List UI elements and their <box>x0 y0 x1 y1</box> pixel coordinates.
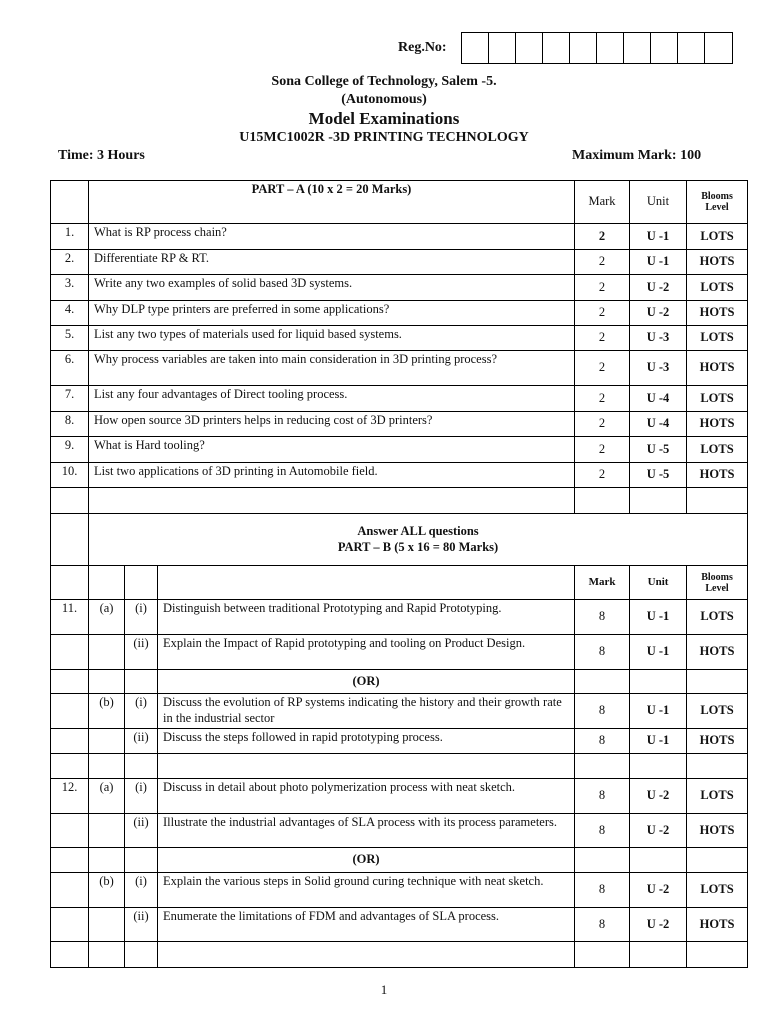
question-level: LOTS <box>687 224 748 250</box>
question-unit: U -2 <box>630 814 687 848</box>
question-level: LOTS <box>687 326 748 351</box>
unit-header: Unit <box>630 181 687 224</box>
question-mark: 8 <box>575 729 630 754</box>
table-row <box>51 729 748 754</box>
table-row <box>51 600 748 635</box>
subsubpart-label: (i) <box>125 600 158 635</box>
question-unit: U -5 <box>630 463 687 488</box>
question-level: LOTS <box>687 694 748 729</box>
question-level: LOTS <box>687 779 748 814</box>
question-unit: U -3 <box>630 351 687 386</box>
question-number: 3. <box>51 275 89 301</box>
question-level: HOTS <box>687 463 748 488</box>
table-row <box>51 437 748 463</box>
table-row <box>51 814 748 848</box>
table-row <box>51 873 748 908</box>
question-level: HOTS <box>687 729 748 754</box>
question-mark: 2 <box>575 326 630 351</box>
question-number: 1. <box>51 224 89 250</box>
college-name: Sona College of Technology, Salem -5. <box>271 74 497 89</box>
blank-row <box>51 488 748 514</box>
question-unit: U -4 <box>630 386 687 412</box>
question-mark: 2 <box>575 437 630 463</box>
question-text: Discuss the evolution of RP systems indicating the history and their growth rate in the industrial sector <box>158 694 575 729</box>
question-text: Illustrate the industrial advantages of SLA process with its process parameters. <box>158 814 575 848</box>
question-unit: U -1 <box>630 224 687 250</box>
blank-row <box>51 754 748 779</box>
question-level: HOTS <box>687 301 748 326</box>
reg-no-box <box>543 33 570 63</box>
question-mark: 8 <box>575 600 630 635</box>
blank-cell <box>51 514 89 566</box>
question-level: HOTS <box>687 635 748 670</box>
question-unit: U -2 <box>630 275 687 301</box>
subsubpart-label: (i) <box>125 873 158 908</box>
unit-header: Unit <box>630 566 687 600</box>
page-number: 1 <box>380 982 388 997</box>
question-number: 12. <box>51 779 89 814</box>
subpart-label: (b) <box>89 694 125 729</box>
question-mark: 8 <box>575 908 630 942</box>
part-a-header-row <box>51 181 748 224</box>
blank-row <box>51 942 748 968</box>
question-level: LOTS <box>687 873 748 908</box>
question-mark: 2 <box>575 351 630 386</box>
or-row <box>51 670 748 694</box>
question-level: HOTS <box>687 908 748 942</box>
question-number: 6. <box>51 351 89 386</box>
reg-no-box <box>651 33 678 63</box>
question-level: LOTS <box>687 275 748 301</box>
answer-all-label: Answer ALL questions <box>357 523 479 538</box>
table-row <box>51 326 748 351</box>
or-label: (OR) <box>158 848 575 873</box>
table-row <box>51 908 748 942</box>
question-mark: 8 <box>575 694 630 729</box>
question-text: Discuss the steps followed in rapid prototyping process. <box>158 729 575 754</box>
question-number: 5. <box>51 326 89 351</box>
question-level: HOTS <box>687 412 748 437</box>
subpart-label: (a) <box>89 779 125 814</box>
question-unit: U -1 <box>630 250 687 275</box>
subsubpart-label: (ii) <box>125 635 158 670</box>
reg-no-label: Reg.No: <box>398 40 447 55</box>
autonomous-label: (Autonomous) <box>341 92 427 107</box>
table-row <box>51 694 748 729</box>
question-text: Enumerate the limitations of FDM and advantages of SLA process. <box>158 908 575 942</box>
question-level: HOTS <box>687 351 748 386</box>
question-text: What is Hard tooling? <box>89 437 575 463</box>
table-row <box>51 275 748 301</box>
question-number: 4. <box>51 301 89 326</box>
question-mark: 2 <box>575 463 630 488</box>
question-mark: 2 <box>575 275 630 301</box>
question-mark: 2 <box>575 301 630 326</box>
question-table <box>50 180 748 968</box>
subpart-label: (b) <box>89 873 125 908</box>
question-text: How open source 3D printers helps in reducing cost of 3D printers? <box>89 412 575 437</box>
subsubpart-label: (i) <box>125 779 158 814</box>
question-mark: 8 <box>575 635 630 670</box>
question-text: Discuss in detail about photo polymerization process with neat sketch. <box>158 779 575 814</box>
question-text: Distinguish between traditional Prototyping and Rapid Prototyping. <box>158 600 575 635</box>
reg-no-box <box>489 33 516 63</box>
table-row <box>51 301 748 326</box>
question-unit: U -1 <box>630 694 687 729</box>
table-row <box>51 351 748 386</box>
question-text: Differentiate RP & RT. <box>89 250 575 275</box>
mark-header: Mark <box>575 566 630 600</box>
question-mark: 8 <box>575 814 630 848</box>
table-row <box>51 463 748 488</box>
reg-no-box <box>705 33 732 63</box>
question-unit: U -1 <box>630 635 687 670</box>
table-row <box>51 635 748 670</box>
table-row <box>51 412 748 437</box>
part-b-header-row <box>51 514 748 566</box>
question-text: List two applications of 3D printing in Automobile field. <box>89 463 575 488</box>
question-level: HOTS <box>687 814 748 848</box>
reg-no-box <box>516 33 543 63</box>
question-mark: 2 <box>575 250 630 275</box>
course-title: U15MC1002R -3D PRINTING TECHNOLOGY <box>239 130 529 145</box>
question-unit: U -3 <box>630 326 687 351</box>
question-text: Explain the various steps in Solid ground curing technique with neat sketch. <box>158 873 575 908</box>
time-label: Time: 3 Hours <box>58 148 145 163</box>
question-number: 7. <box>51 386 89 412</box>
table-row <box>51 779 748 814</box>
question-level: LOTS <box>687 386 748 412</box>
subsubpart-label: (ii) <box>125 814 158 848</box>
part-b-heading <box>89 514 748 566</box>
exam-title: Model Examinations <box>308 109 460 128</box>
question-unit: U -5 <box>630 437 687 463</box>
table-row <box>51 224 748 250</box>
question-level: LOTS <box>687 600 748 635</box>
reg-no-box <box>570 33 597 63</box>
subsubpart-label: (ii) <box>125 729 158 754</box>
mark-header: Mark <box>575 181 630 224</box>
subsubpart-label: (i) <box>125 694 158 729</box>
part-b-column-header-row <box>51 566 748 600</box>
question-text: Why DLP type printers are preferred in some applications? <box>89 301 575 326</box>
question-text: Explain the Impact of Rapid prototyping and tooling on Product Design. <box>158 635 575 670</box>
reg-no-box <box>624 33 651 63</box>
part-b-title: PART – B (5 x 16 = 80 Marks) <box>337 539 499 554</box>
question-unit: U -2 <box>630 779 687 814</box>
question-unit: U -2 <box>630 908 687 942</box>
max-mark-label: Maximum Mark: 100 <box>572 148 702 163</box>
question-mark: 8 <box>575 779 630 814</box>
question-level: LOTS <box>687 437 748 463</box>
question-unit: U -4 <box>630 412 687 437</box>
question-number: 8. <box>51 412 89 437</box>
blooms-header: Blooms Level <box>687 181 748 224</box>
question-text: Write any two examples of solid based 3D systems. <box>89 275 575 301</box>
or-label: (OR) <box>158 670 575 694</box>
reg-no-box <box>678 33 705 63</box>
question-text: Why process variables are taken into main consideration in 3D printing process? <box>89 351 575 386</box>
question-text: List any four advantages of Direct tooling process. <box>89 386 575 412</box>
question-number: 10. <box>51 463 89 488</box>
question-mark: 8 <box>575 873 630 908</box>
blank-cell <box>51 181 89 224</box>
reg-no <box>398 32 733 64</box>
question-level: HOTS <box>687 250 748 275</box>
question-mark: 2 <box>575 412 630 437</box>
question-unit: U -2 <box>630 301 687 326</box>
table-row <box>51 386 748 412</box>
question-unit: U -1 <box>630 729 687 754</box>
reg-no-box <box>597 33 624 63</box>
question-mark: 2 <box>575 386 630 412</box>
question-number: 9. <box>51 437 89 463</box>
subpart-label: (a) <box>89 600 125 635</box>
question-text: List any two types of materials used for liquid based systems. <box>89 326 575 351</box>
reg-no-box <box>462 33 489 63</box>
question-unit: U -2 <box>630 873 687 908</box>
question-text: What is RP process chain? <box>89 224 575 250</box>
or-row <box>51 848 748 873</box>
question-mark: 2 <box>575 224 630 250</box>
part-a-title: PART – A (10 x 2 = 20 Marks) <box>89 181 575 224</box>
question-number: 11. <box>51 600 89 635</box>
table-row <box>51 250 748 275</box>
subsubpart-label: (ii) <box>125 908 158 942</box>
reg-no-boxes <box>461 32 733 64</box>
blooms-header: Blooms Level <box>687 566 748 600</box>
question-unit: U -1 <box>630 600 687 635</box>
question-number: 2. <box>51 250 89 275</box>
